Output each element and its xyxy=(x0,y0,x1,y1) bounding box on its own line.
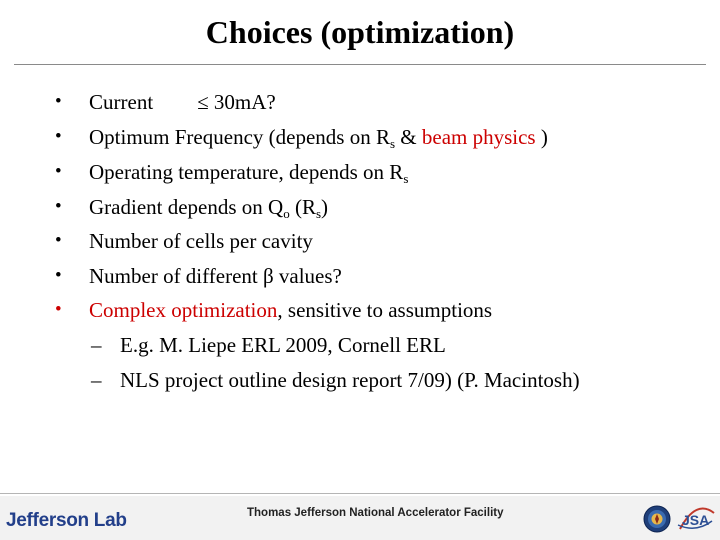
bullet-dot: • xyxy=(55,126,62,147)
text-segment: , sensitive to assumptions xyxy=(277,298,493,322)
text-current-limit: ≤ 30mA? xyxy=(197,90,276,114)
bullet-dot: • xyxy=(55,196,62,217)
text-segment: Gradient depends on Q xyxy=(89,195,284,219)
text-segment: Operating temperature, depends on R xyxy=(89,160,404,184)
bullet-item xyxy=(0,295,720,325)
bullet-text xyxy=(89,157,408,187)
sub-bullet-item xyxy=(0,330,720,360)
bullet-dot: • xyxy=(55,91,62,112)
subscript: o xyxy=(283,205,290,221)
bullet-text: Number of different β values? xyxy=(89,264,342,288)
bullet-text xyxy=(89,87,276,117)
subscript: s xyxy=(315,205,322,221)
text-segment: ) xyxy=(535,125,548,149)
subscript: s xyxy=(389,135,396,151)
bullet-dot: • xyxy=(55,161,62,182)
slide-title: Choices (optimization) xyxy=(205,14,515,50)
jsa-logo-text: JSA xyxy=(682,512,710,528)
bullet-item xyxy=(0,226,720,256)
text-segment: & xyxy=(395,125,422,149)
sub-bullet-text: E.g. M. Liepe ERL 2009, Cornell ERL xyxy=(120,333,446,357)
highlighted-text: beam physics xyxy=(421,125,536,149)
bullet-item xyxy=(0,87,720,117)
sub-bullet-dash: – xyxy=(91,333,102,357)
bullet-item xyxy=(0,157,720,187)
footer-divider xyxy=(0,493,720,494)
bullet-dot: • xyxy=(55,230,62,251)
bullet-dot: • xyxy=(55,299,62,320)
bullet-text: Number of cells per cavity xyxy=(89,229,313,253)
sub-bullet-dash: – xyxy=(91,368,102,392)
bullet-item xyxy=(0,192,720,222)
bullet-text xyxy=(89,295,492,325)
text-segment: (R xyxy=(289,195,316,219)
bullet-text xyxy=(89,192,328,222)
text-segment: Optimum Frequency (depends on R xyxy=(89,125,390,149)
subscript: s xyxy=(403,170,409,186)
title-divider xyxy=(14,64,706,65)
highlighted-text: Complex optimization xyxy=(89,298,278,322)
bullet-item xyxy=(0,261,720,291)
text-segment: ) xyxy=(321,195,329,219)
sub-bullet-item xyxy=(0,365,720,395)
bullet-text xyxy=(89,122,548,152)
sub-bullet-text: NLS project outline design report 7/09) (P. Macintosh) xyxy=(120,368,580,392)
jsa-logo-icon xyxy=(676,503,716,535)
jefferson-lab-logo: Jefferson Lab xyxy=(6,510,127,531)
doe-seal-icon xyxy=(643,505,671,533)
bullet-item xyxy=(0,122,720,152)
lab-name: Thomas Jefferson National Accelerator Facility xyxy=(247,507,504,519)
text-current: Current xyxy=(89,90,154,114)
bullet-dot: • xyxy=(55,265,62,286)
